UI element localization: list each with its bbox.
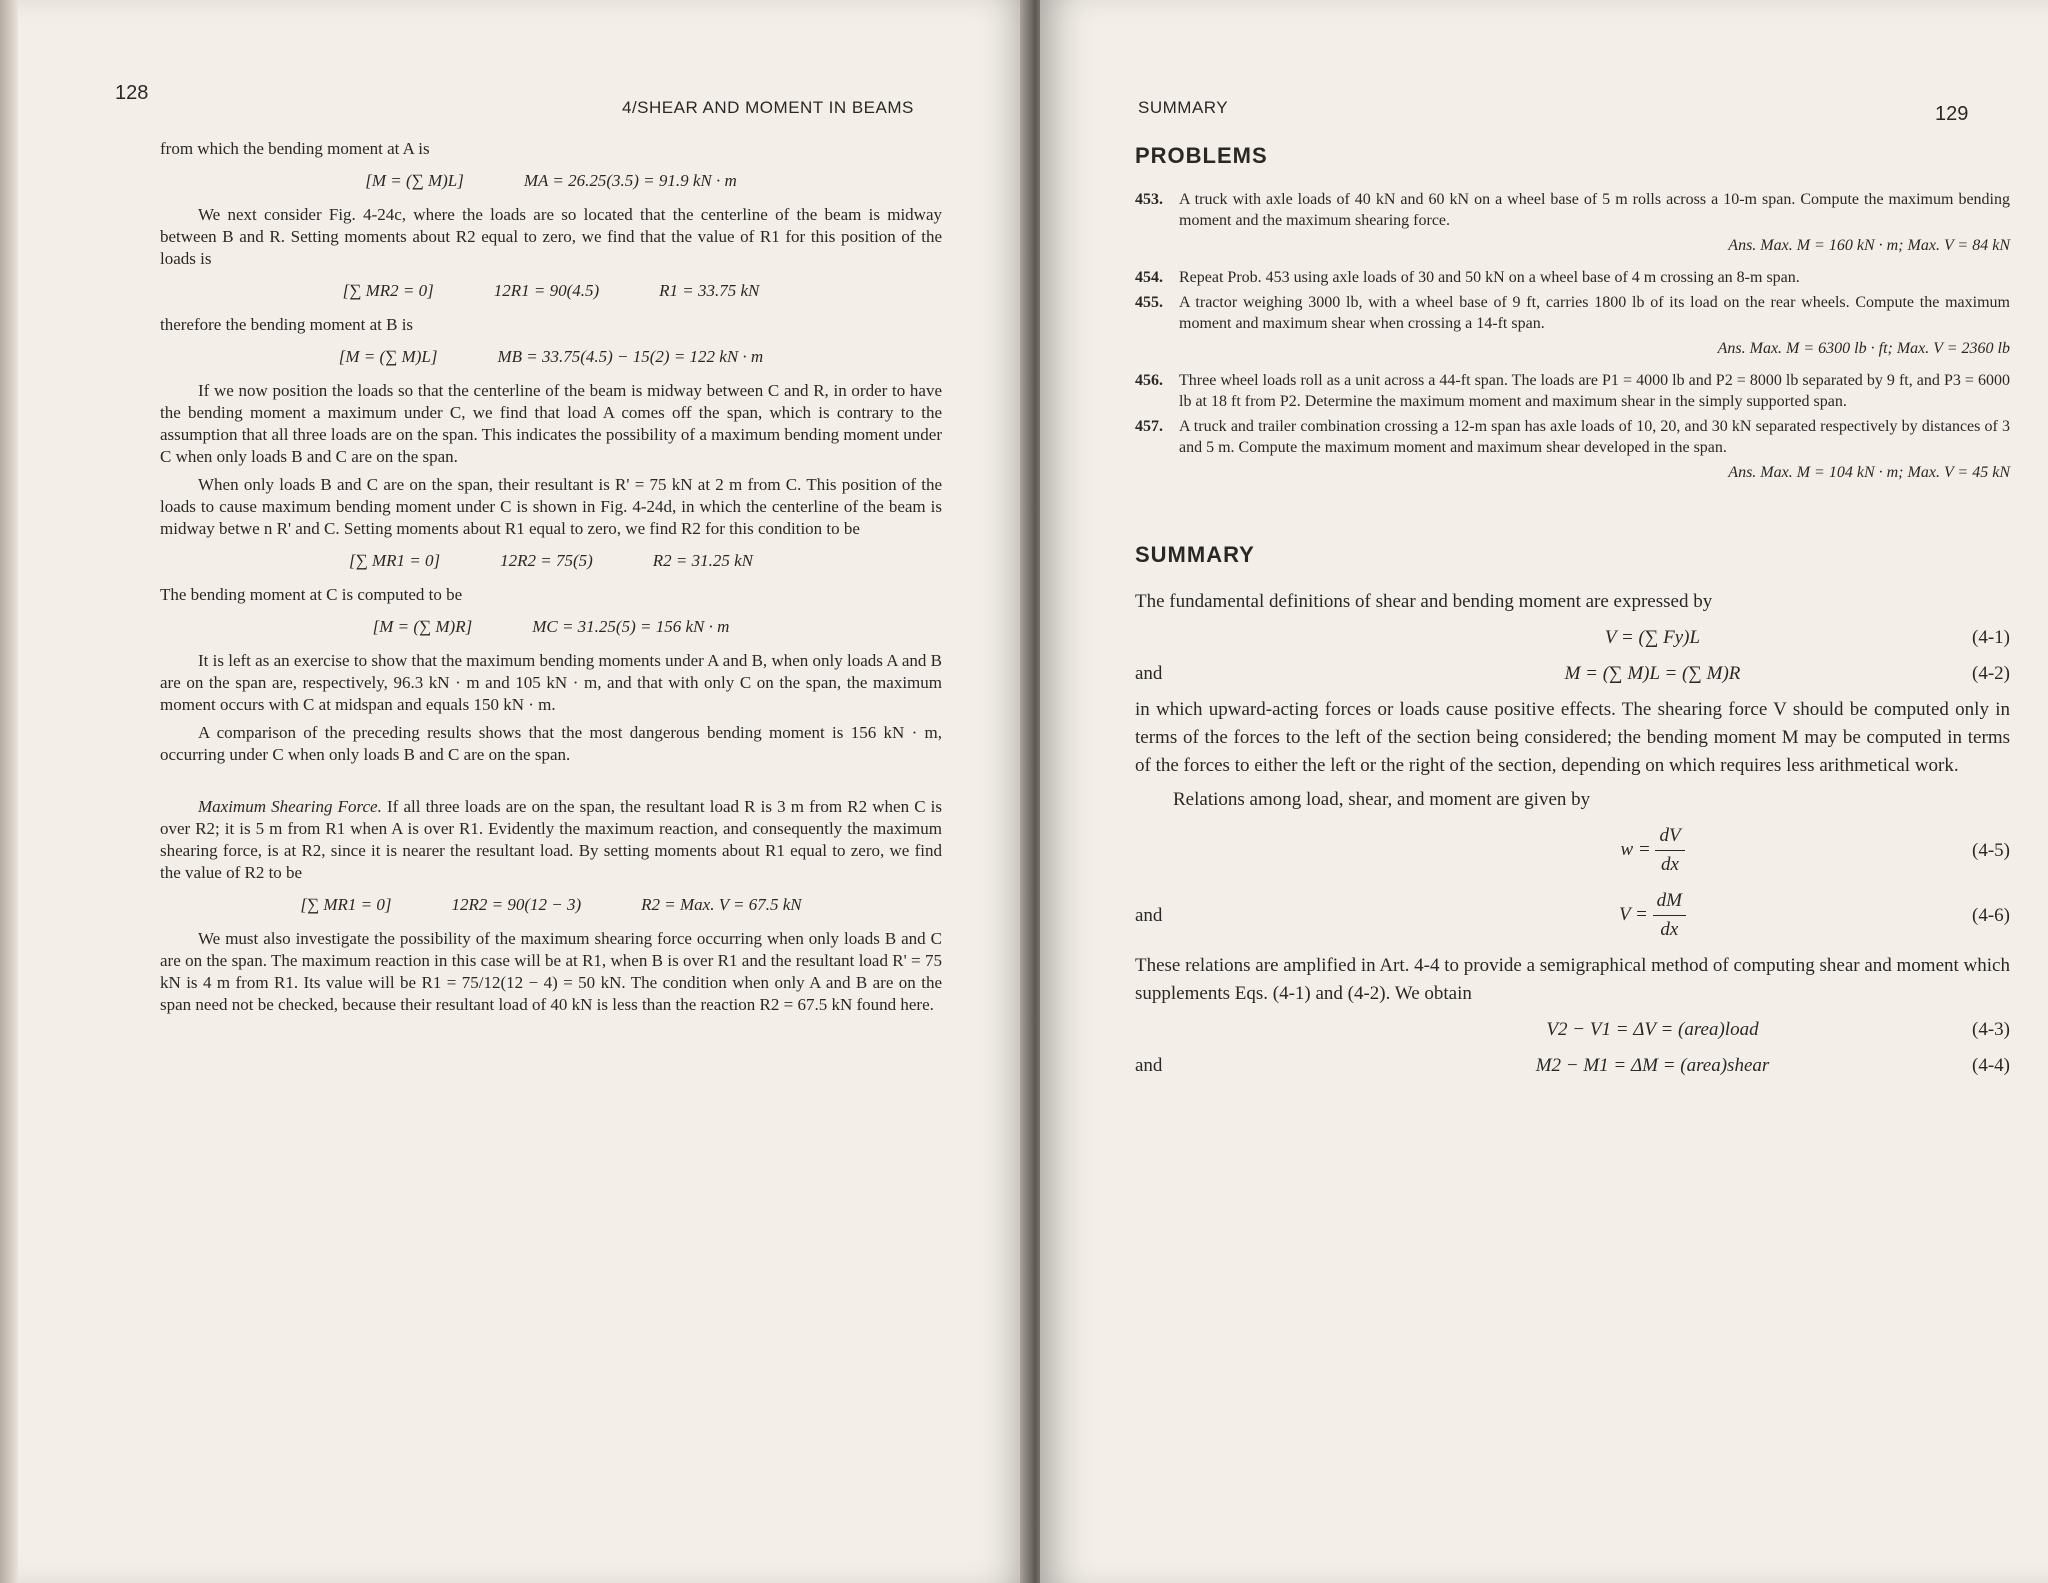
problem-item xyxy=(1135,370,2010,412)
summary-heading: SUMMARY xyxy=(1135,542,1255,567)
paragraph: We next consider Fig. 4-24c, where the loads are so located that the centerline of the beam is midway between B and R. Setting moments about R2 equal to zero, we find that the value of R1 for this position of the loads is xyxy=(160,205,942,268)
page-edge xyxy=(0,0,18,1583)
page-number: 128 xyxy=(115,82,149,104)
paragraph: from which the bending moment at A is xyxy=(160,139,430,158)
equation-4-4: and M2 − M1 = ΔM = (area)shear (4-4) xyxy=(1135,1055,2010,1076)
paragraph: When only loads B and C are on the span, their resultant is R' = 75 kN at 2 m from C. This position of the loads to cause maximum bending moment under C is shown in Fig. 4-24d, in which the centerline of the beam is midway betwe n R' and C. Setting moments about R1 equal to zero, we find R2 for this condition to be xyxy=(160,475,942,538)
problem-number: 454. xyxy=(1135,269,1163,286)
paragraph: Relations among load, shear, and moment are given by xyxy=(1173,789,1591,810)
paragraph: The fundamental definitions of shear and bending moment are expressed by xyxy=(1135,591,1713,612)
problem-text: Repeat Prob. 453 using axle loads of 30 and 50 kN on a wheel base of 4 m crossing an 8-m span. xyxy=(1179,269,1800,286)
paragraph: Maximum Shearing Force. If all three loads are on the span, the resultant load R is 3 m from R2 when C is over R2; it is 5 m from R1 when A is over R1. Evidently the maximum reaction, and consequently the maximum shearing force, is at R2, since it is nearer the resultant load. By setting moments about R1 equal to zero, we find the value of R2 to be xyxy=(160,797,943,882)
equation: [∑ MR1 = 0] 12R2 = 75(5) R2 = 31.25 kN xyxy=(348,551,754,570)
problems-list xyxy=(1135,189,2010,484)
paragraph: therefore the bending moment at B is xyxy=(160,315,414,334)
equation: [M = (∑ M)R] MC = 31.25(5) = 156 kN · m xyxy=(372,617,730,636)
summary-body xyxy=(1135,588,2010,1080)
problem-number: 456. xyxy=(1135,372,1163,389)
problem-text: Three wheel loads roll as a unit across a 44-ft span. The loads are P1 = 4000 lb and P2 = 8000 lb separated by 9 ft, and P3 = 6000 lb at 18 ft from P2. Determine the maximum moment and maximum shear in the simply supported span. xyxy=(1179,372,2010,410)
equation: [∑ MR1 = 0] 12R2 = 90(12 − 3) R2 = Max. V = 67.5 kN xyxy=(300,895,802,914)
fraction: $\frac{dM}{dx}$ xyxy=(1653,887,1686,944)
right-page xyxy=(1040,0,2048,1583)
equation: [M = (∑ M)L] MB = 33.75(4.5) − 15(2) = 122 kN · m xyxy=(338,347,764,366)
paragraph: These relations are amplified in Art. 4-4 to provide a semigraphical method of computing shear and moment which supplements Eqs. (4-1) and (4-2). We obtain xyxy=(1135,955,2010,1004)
problem-number: 455. xyxy=(1135,294,1163,311)
running-head: SUMMARY xyxy=(1138,98,1229,117)
problem-text: A truck with axle loads of 40 kN and 60 kN on a wheel base of 5 m rolls across a 10-m span. Compute the maximum bending moment and the maximum shearing force. xyxy=(1179,191,2010,229)
equation-4-5: w = $\frac{dV}{dx}$ (4-5) xyxy=(1135,822,2010,879)
equation: [M = (∑ M)L] MA = 26.25(3.5) = 91.9 kN · m xyxy=(365,171,737,190)
problem-item xyxy=(1135,189,2010,231)
equation-4-3: V2 − V1 = ΔV = (area)load (4-3) xyxy=(1546,1019,2010,1040)
problem-answer: Ans. Max. M = 6300 lb · ft; Max. V = 2360 lb xyxy=(1717,340,2010,357)
left-text-column xyxy=(160,138,942,1022)
problem-text: A tractor weighing 3000 lb, with a wheel base of 9 ft, carries 1800 lb of its load on the rear wheels. Compute the maximum moment and maximum shear when crossing a 14-ft span. xyxy=(1179,294,2010,332)
problems-heading: PROBLEMS xyxy=(1135,143,1268,168)
paragraph: If we now position the loads so that the centerline of the beam is midway between C and R, in order to have the bending moment a maximum under C, we find that load A comes off the span, which is contrary to the assumption that all three loads are on the span. This indicates the possibility of a maximum bending moment under C when only loads B and C are on the span. xyxy=(160,381,943,466)
run-in-heading: Maximum Shearing Force. xyxy=(198,797,382,816)
paragraph: in which upward-acting forces or loads cause positive effects. The shearing force V should be computed only in terms of the forces to the left of the section being considered; the bending moment M may be computed in terms of the forces to either the left or the right of the section, depending on which requires less arithmetical work. xyxy=(1135,699,2010,776)
problem-number: 453. xyxy=(1135,191,1163,208)
running-head: 4/SHEAR AND MOMENT IN BEAMS xyxy=(622,98,914,117)
equation-4-2: and M = (∑ M)L = (∑ M)R (4-2) xyxy=(1135,663,2010,684)
problem-text: A truck and trailer combination crossing a 12-m span has axle loads of 10, 20, and 30 kN separated respectively by distances of 3 and 5 m. Compute the maximum moment and maximum shear developed in the span. xyxy=(1179,418,2010,456)
paragraph: It is left as an exercise to show that the maximum bending moments under A and B, when only loads A and B are on the span are, respectively, 96.3 kN · m and 105 kN · m, and that with only C on the span, the maximum moment occurs with C at midspan and equals 150 kN · m. xyxy=(160,651,942,714)
paragraph: We must also investigate the possibility of the maximum shearing force occurring when only loads B and C are on the span. The maximum reaction in this case will be at R1, when B is over R1 and the resultant load R' = 75 kN is 4 m from R1. Its value will be R1 = 75/12(12 − 4) = 50 kN. The condition when only A and B are on the span need not be checked, because their resultant load of 40 kN is less than the reaction R2 = 67.5 kN found here. xyxy=(160,929,942,1014)
equation: [∑ MR2 = 0] 12R1 = 90(4.5) R1 = 33.75 kN xyxy=(342,281,760,300)
paragraph: A comparison of the preceding results shows that the most dangerous bending moment is 156 kN · m, occurring under C when only loads B and C are on the span. xyxy=(160,723,942,764)
problem-number: 457. xyxy=(1135,418,1163,435)
equation-4-6: and V = $\frac{dM}{dx}$ (4-6) xyxy=(1135,887,2010,944)
problem-answer: Ans. Max. M = 104 kN · m; Max. V = 45 kN xyxy=(1728,464,2010,481)
problem-item xyxy=(1135,267,2010,288)
problem-item xyxy=(1135,416,2010,458)
paragraph: The bending moment at C is computed to be xyxy=(160,585,463,604)
problem-item xyxy=(1135,292,2010,334)
problem-answer: Ans. Max. M = 160 kN · m; Max. V = 84 kN xyxy=(1728,237,2010,254)
equation-4-1: V = (∑ Fy)L (4-1) xyxy=(1604,627,2010,648)
page-number: 129 xyxy=(1935,103,1969,125)
right-text-column xyxy=(1135,145,2010,1088)
fraction: $\frac{dV}{dx}$ xyxy=(1655,822,1684,879)
